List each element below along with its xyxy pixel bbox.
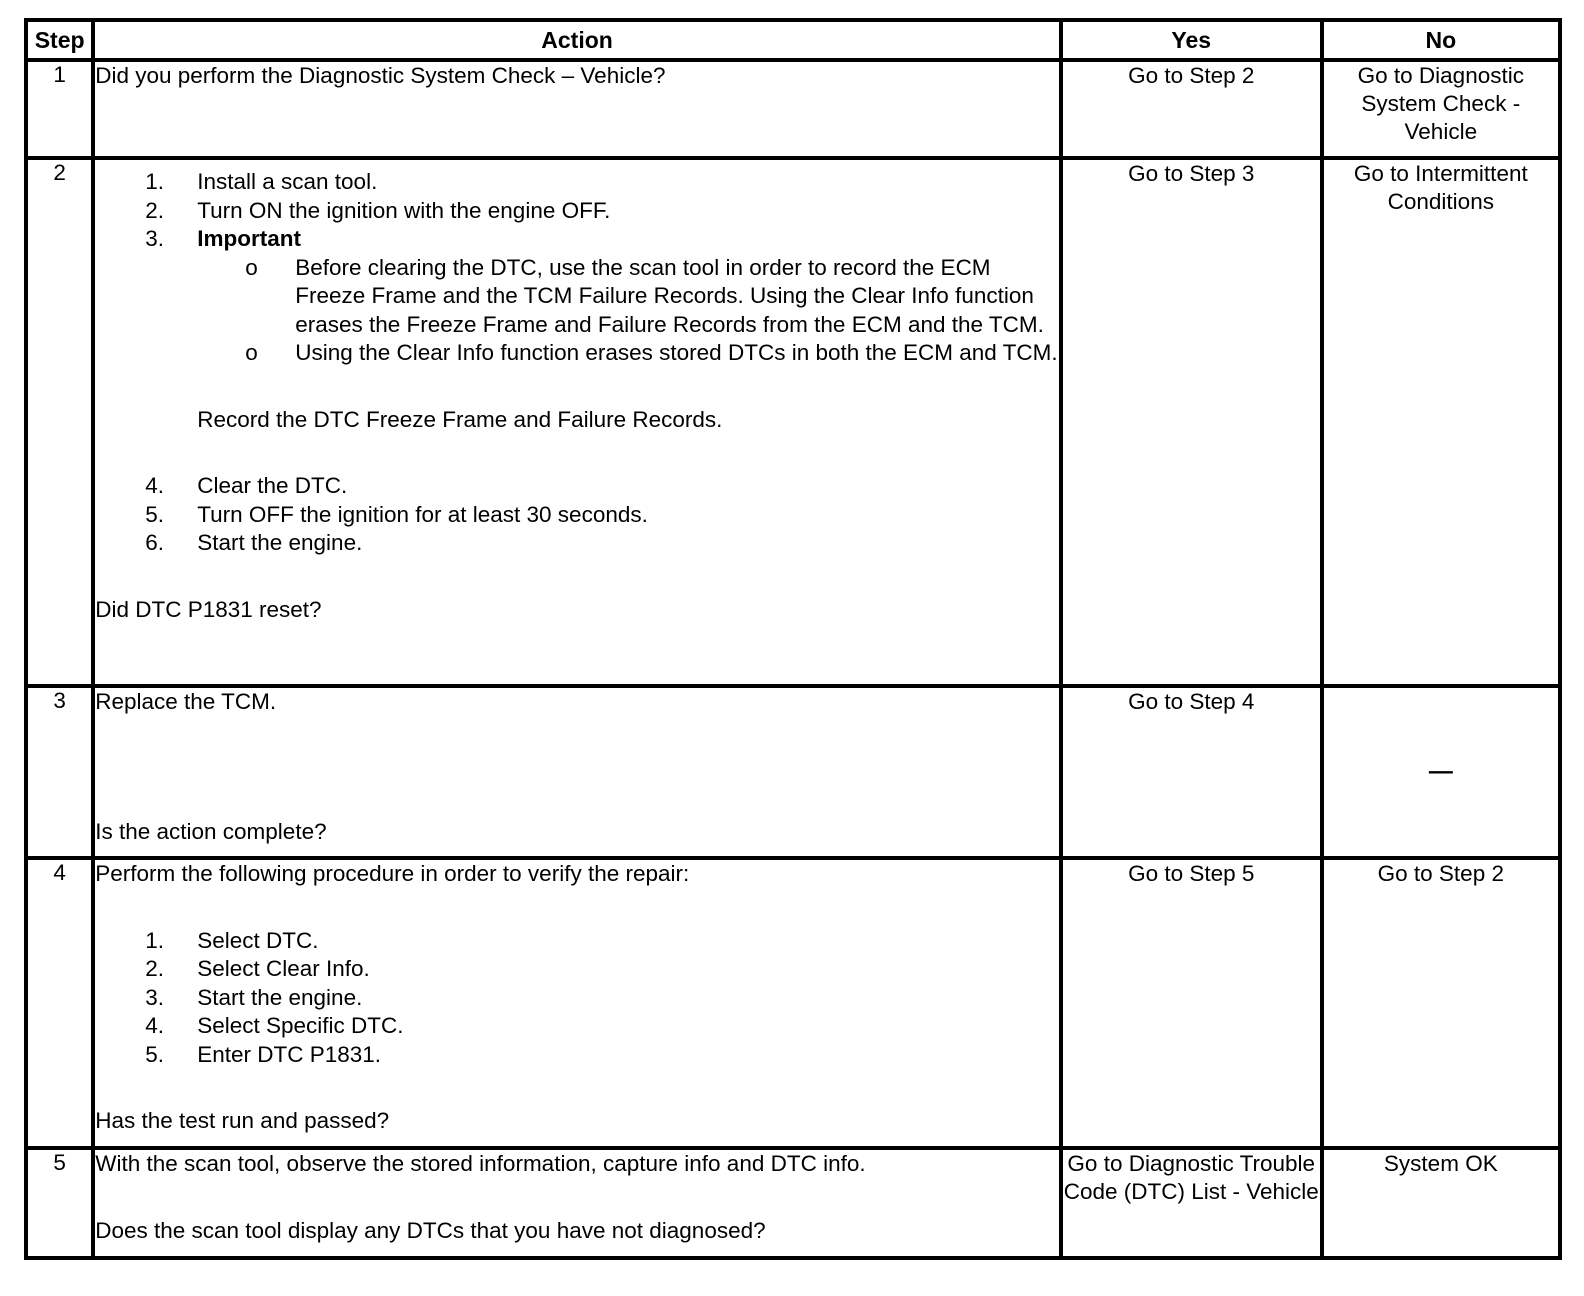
list-item: [95, 984, 1059, 1013]
important-label: Important: [197, 226, 301, 251]
diagnostic-table: [24, 18, 1562, 1260]
list-number: 2.: [145, 197, 164, 223]
bullet-mark: o: [245, 340, 258, 365]
yes-cell: Go to Step 3: [1061, 158, 1322, 686]
list-item: [95, 168, 1059, 197]
list-item: [95, 197, 1059, 226]
list-number: 5.: [145, 1041, 164, 1067]
list-text: Start the engine.: [197, 530, 363, 555]
list-number: 1.: [145, 927, 164, 953]
action-question: Is the action complete?: [95, 818, 327, 844]
step-number: 1: [26, 60, 93, 158]
list-number: 6.: [145, 530, 164, 555]
no-cell: Go to Diagnostic System Check - Vehicle: [1322, 60, 1560, 158]
table-row-step-5: [26, 1148, 1560, 1258]
yes-cell: Go to Diagnostic Trouble Code (DTC) List - Vehicle: [1061, 1148, 1322, 1258]
list-item: [95, 1041, 1059, 1070]
no-cell: Go to Step 2: [1322, 858, 1560, 1148]
step-number: 3: [26, 686, 93, 858]
yes-cell: Go to Step 2: [1061, 60, 1322, 158]
list-text: Clear the DTC.: [197, 473, 348, 498]
header-row: [26, 20, 1560, 60]
list-item: [95, 1012, 1059, 1041]
yes-cell: Go to Step 4: [1061, 686, 1322, 858]
list-number: 3.: [145, 984, 164, 1010]
list-text: Enter DTC P1831.: [197, 1041, 382, 1067]
action-cell: [93, 686, 1061, 858]
list-text: Turn ON the ignition with the engine OFF.: [197, 197, 611, 223]
action-text: Replace the TCM.: [95, 689, 277, 714]
action-cell: [93, 158, 1061, 686]
list-text: Install a scan tool.: [197, 169, 378, 194]
header-yes: Yes: [1061, 20, 1322, 60]
step-number: 2: [26, 158, 93, 686]
bullet-item: [95, 254, 1059, 340]
step-number: 4: [26, 858, 93, 1148]
list-item: [95, 927, 1059, 956]
yes-cell: Go to Step 5: [1061, 858, 1322, 1148]
list-item: [95, 501, 1059, 530]
action-question: Did you perform the Diagnostic System Check – Vehicle?: [95, 63, 666, 88]
table-row-step-1: [26, 60, 1560, 158]
action-question: Has the test run and passed?: [95, 1108, 390, 1133]
header-action: Action: [93, 20, 1061, 60]
list-text: Select Clear Info.: [197, 956, 370, 981]
no-cell: System OK: [1322, 1148, 1560, 1258]
list-item: [95, 225, 1059, 254]
step-number: 5: [26, 1148, 93, 1258]
table-row-step-3: [26, 686, 1560, 858]
action-cell: [93, 60, 1061, 158]
list-number: 1.: [145, 169, 164, 194]
table-row-step-2: [26, 158, 1560, 686]
action-question: Did DTC P1831 reset?: [95, 596, 322, 622]
action-text: With the scan tool, observe the stored information, capture info and DTC info.: [95, 1151, 866, 1176]
list-number: 4.: [145, 473, 164, 498]
bullet-mark: o: [245, 254, 258, 280]
header-no: No: [1322, 20, 1560, 60]
list-number: 4.: [145, 1013, 164, 1038]
no-cell: —: [1322, 686, 1560, 858]
action-cell: [93, 858, 1061, 1148]
record-note: Record the DTC Freeze Frame and Failure Records.: [197, 406, 723, 432]
list-item: [95, 472, 1059, 501]
action-question: Does the scan tool display any DTCs that you have not diagnosed?: [95, 1217, 766, 1243]
list-number: 2.: [145, 956, 164, 981]
bullet-item: [95, 339, 1059, 368]
list-item: [95, 955, 1059, 984]
list-text: Turn OFF the ignition for at least 30 seconds.: [197, 501, 648, 527]
list-text: Select Specific DTC.: [197, 1013, 404, 1038]
header-step: Step: [26, 20, 93, 60]
table-row-step-4: [26, 858, 1560, 1148]
list-text: Select DTC.: [197, 927, 319, 953]
action-cell: [93, 1148, 1061, 1258]
no-cell: Go to Intermittent Conditions: [1322, 158, 1560, 686]
list-number: 5.: [145, 501, 164, 527]
bullet-text: Using the Clear Info function erases stored DTCs in both the ECM and TCM.: [295, 340, 1058, 365]
list-text: Start the engine.: [197, 984, 363, 1010]
list-number: 3.: [145, 226, 164, 251]
action-text: Perform the following procedure in order to verify the repair:: [95, 861, 690, 886]
bullet-text: Before clearing the DTC, use the scan tool in order to record the ECM Freeze Frame and the TCM Failure Records. Using the Clear Info function erases the Freeze Frame and Failure Records from the ECM and the TCM.: [295, 254, 1044, 337]
list-item: [95, 529, 1059, 558]
